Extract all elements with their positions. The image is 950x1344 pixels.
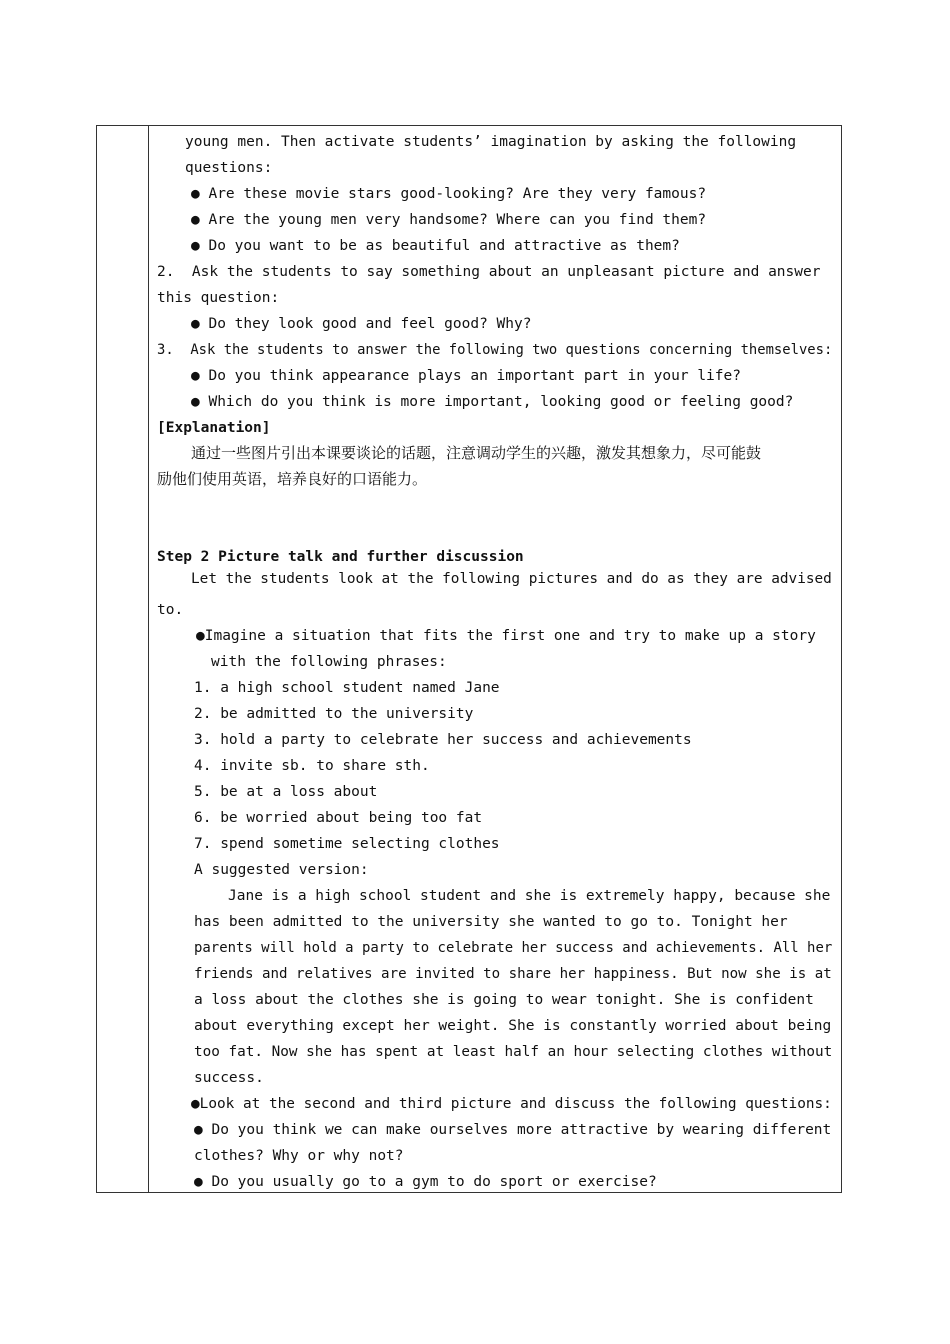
section-heading: [Explanation] [157, 420, 271, 436]
story-line: has been admitted to the university she wanted to go to. Tonight her [194, 914, 788, 930]
bullet-item: ● Do they look good and feel good? Why? [191, 316, 532, 332]
text-line: to. [157, 602, 184, 618]
bullet-item: ● Which do you think is more important, looking good or feeling good? [191, 394, 794, 410]
bullet-item: ● Do you want to be as beautiful and attractive as them? [191, 238, 680, 254]
numbered-item: 3. Ask the students to answer the following two questions concerning themselves: [157, 342, 833, 358]
bullet-item: ● Do you think we can make ourselves more attractive by wearing different [194, 1122, 832, 1138]
phrase-item: 1. a high school student named Jane [194, 680, 500, 696]
phrase-item: 4. invite sb. to share sth. [194, 758, 430, 774]
phrase-item: 3. hold a party to celebrate her success and achievements [194, 732, 692, 748]
story-line: friends and relatives are invited to share her happiness. But now she is at [194, 966, 832, 982]
story-line: about everything except her weight. She is constantly worried about being [194, 1018, 832, 1034]
story-line: parents will hold a party to celebrate her success and achievements. All her [194, 940, 833, 956]
text-line: A suggested version: [194, 862, 369, 878]
phrase-item: 5. be at a loss about [194, 784, 378, 800]
text-line: Let the students look at the following pictures and do as they are advised [191, 571, 832, 587]
story-line: a loss about the clothes she is going to wear tonight. She is confident [194, 992, 814, 1008]
bullet-item: ● Are these movie stars good-looking? Are they very famous? [191, 186, 707, 202]
chinese-text: 励他们使用英语，培养良好的口语能力。 [157, 470, 428, 488]
numbered-item: 2. Ask the students to say something about an unpleasant picture and answer [157, 264, 821, 280]
bullet-item: ● Are the young men very handsome? Where can you find them? [191, 212, 707, 228]
story-line: too fat. Now she has spent at least half an hour selecting clothes without [194, 1044, 833, 1060]
lesson-content [97, 126, 841, 1192]
bullet-item: ●Imagine a situation that fits the first one and try to make up a story [196, 628, 816, 644]
story-line: Jane is a high school student and she is extremely happy, because she [228, 888, 831, 904]
phrase-item: 7. spend sometime selecting clothes [194, 836, 500, 852]
text-line: this question: [157, 290, 280, 306]
text-line: young men. Then activate students’ imagination by asking the following [185, 134, 797, 150]
text-line: questions: [185, 160, 273, 176]
lesson-table [96, 125, 842, 1193]
phrase-item: 6. be worried about being too fat [194, 810, 483, 826]
story-line: success. [194, 1070, 264, 1086]
bullet-item: ● Do you usually go to a gym to do sport or exercise? [194, 1174, 657, 1190]
text-line: with the following phrases: [211, 654, 447, 670]
text-line: clothes? Why or why not? [194, 1148, 404, 1164]
phrase-item: 2. be admitted to the university [194, 706, 474, 722]
bullet-item: ● Do you think appearance plays an important part in your life? [191, 368, 741, 384]
step-heading: Step 2 Picture talk and further discussion [157, 549, 524, 565]
bullet-item: ●Look at the second and third picture and discuss the following questions: [191, 1096, 832, 1112]
chinese-text: 通过一些图片引出本课要谈论的话题，注意调动学生的兴趣，激发其想象力，尽可能鼓 [191, 444, 762, 462]
